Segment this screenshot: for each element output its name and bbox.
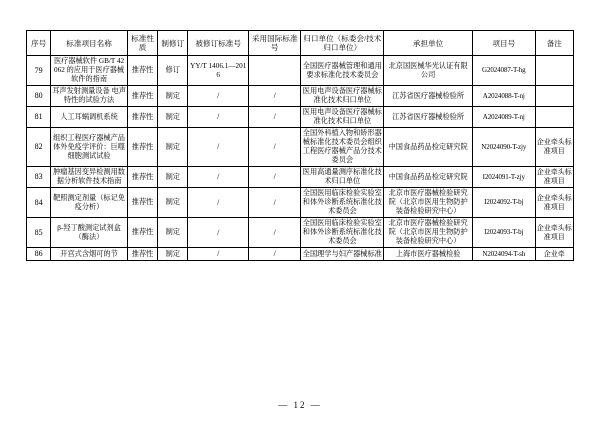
- cell-revise: 制定: [158, 188, 188, 218]
- cell-responsible-unit: 全国外科植入物和矫形器械标准化技术委员会组织工程医疗器械产品分技术委员会: [301, 128, 384, 167]
- cell-revise: 制定: [158, 167, 188, 188]
- cell-revised-number: /: [188, 218, 249, 248]
- cell-remark: [535, 56, 573, 86]
- cell-remark: [535, 107, 573, 128]
- cell-project-number: I2024091-T-zjy: [473, 167, 536, 188]
- cell-standard-name: 开宫式含烟可的节: [51, 248, 128, 261]
- cell-international-number: /: [248, 128, 300, 167]
- cell-standard-name: 肿瘤基因变异检测用数据分析软件技术指南: [51, 167, 128, 188]
- column-header-revised-number: 被修订标准号: [188, 31, 249, 56]
- cell-responsible-unit: 全国医疗器械管理和通用要求标准化技术委员会: [301, 56, 384, 86]
- table-header-row: [27, 31, 574, 56]
- cell-revised-number: /: [188, 248, 249, 261]
- cell-responsible-unit: 全国理学与妇产器械标准: [301, 248, 384, 261]
- cell-remark: 企业牵头标准项目: [535, 167, 573, 188]
- cell-revise: 制定: [158, 128, 188, 167]
- column-header-international-number: 采用国际标准号: [248, 31, 300, 56]
- cell-seq: 85: [27, 218, 51, 248]
- cell-undertaking-unit: 北京国医械华光认证有限公司: [384, 56, 473, 86]
- cell-revised-number: /: [188, 107, 249, 128]
- cell-international-number: /: [248, 188, 300, 218]
- cell-undertaking-unit: 上海市医疗器械检验: [384, 248, 473, 261]
- cell-remark: [535, 86, 573, 107]
- column-header-revise: 制修订: [158, 31, 188, 56]
- cell-project-number: A2024088-T-nj: [473, 86, 536, 107]
- cell-international-number: /: [248, 107, 300, 128]
- cell-international-number: /: [248, 218, 300, 248]
- cell-revise: 修订: [158, 56, 188, 86]
- cell-project-number: A2024089-T-nj: [473, 107, 536, 128]
- cell-undertaking-unit: 江苏省医疗器械检验所: [384, 107, 473, 128]
- cell-international-number: /: [248, 86, 300, 107]
- cell-project-number: I2024093-T-bj: [473, 218, 536, 248]
- table-row: [27, 107, 574, 128]
- table-row: [27, 218, 574, 248]
- cell-undertaking-unit: 中国食品药品检定研究院: [384, 128, 473, 167]
- column-header-standard-name: 标准项目名称: [51, 31, 128, 56]
- cell-remark: 企业牵: [535, 248, 573, 261]
- cell-standard-name: 耳声发射测量设备 电声特性的试验方法: [51, 86, 128, 107]
- cell-standard-name: β-羟丁酸测定试剂盒（酶法）: [51, 218, 128, 248]
- cell-remark: 企业牵头标准项目: [535, 188, 573, 218]
- cell-international-number: [248, 56, 300, 86]
- cell-revise: 制定: [158, 218, 188, 248]
- cell-project-number: N2024094-T-sh: [473, 248, 536, 261]
- table-body: [27, 56, 574, 261]
- cell-revise: 制定: [158, 107, 188, 128]
- cell-revised-number: YY/T 1406.1—2016: [188, 56, 249, 86]
- cell-responsible-unit: 全国医用临床检验实验室和体外诊断系统标准化技术委员会: [301, 188, 384, 218]
- cell-undertaking-unit: 北京市医疗器械检验研究院（北京市医用生物防护装备检验研究中心）: [384, 188, 473, 218]
- cell-project-number: G2024087-T-hg: [473, 56, 536, 86]
- cell-standard-name: 人工耳蜗调机系统: [51, 107, 128, 128]
- cell-responsible-unit: 医用电声设备医疗器械标准化技术归口单位: [301, 86, 384, 107]
- cell-standard-name: 医疗器械软件 GB/T 42062 的应用于医疗器械软件的指南: [51, 56, 128, 86]
- cell-nature: 推荐性: [127, 188, 157, 218]
- cell-nature: 推荐性: [127, 218, 157, 248]
- table-row: [27, 86, 574, 107]
- page-footer: — 12 —: [278, 400, 322, 410]
- table-row: [27, 167, 574, 188]
- cell-project-number: I2024092-T-bj: [473, 188, 536, 218]
- cell-undertaking-unit: 北京市医疗器械检验研究院（北京市医用生物防护装备检验研究中心）: [384, 218, 473, 248]
- table-row: [27, 248, 574, 261]
- cell-nature: 推荐性: [127, 56, 157, 86]
- cell-standard-name: 靶照测定剂量（标记免疫分析）: [51, 188, 128, 218]
- cell-responsible-unit: 医用高通量测序标准化技术归口单位: [301, 167, 384, 188]
- cell-revised-number: /: [188, 86, 249, 107]
- cell-revise: 制定: [158, 86, 188, 107]
- cell-undertaking-unit: 江苏省医疗器械检验所: [384, 86, 473, 107]
- cell-international-number: /: [248, 167, 300, 188]
- table-row: [27, 128, 574, 167]
- cell-nature: 推荐性: [127, 167, 157, 188]
- cell-responsible-unit: 医用电声设备医疗器械标准化技术归口单位: [301, 107, 384, 128]
- cell-seq: 82: [27, 128, 51, 167]
- cell-seq: 80: [27, 86, 51, 107]
- cell-nature: 推荐性: [127, 107, 157, 128]
- column-header-responsible-unit: 归口单位（标委会/技术归口单位）: [301, 31, 384, 56]
- cell-seq: 79: [27, 56, 51, 86]
- column-header-nature: 标准性质: [127, 31, 157, 56]
- column-header-project-number: 项目号: [473, 31, 536, 56]
- cell-undertaking-unit: 中国食品药品检定研究院: [384, 167, 473, 188]
- cell-nature: 推荐性: [127, 248, 157, 261]
- cell-project-number: N2024090-T-zjy: [473, 128, 536, 167]
- table-row: [27, 188, 574, 218]
- column-header-remark: 备注: [535, 31, 573, 56]
- cell-revised-number: /: [188, 167, 249, 188]
- cell-seq: 81: [27, 107, 51, 128]
- standards-table: [26, 30, 574, 261]
- column-header-seq: 序号: [27, 31, 51, 56]
- column-header-undertaking-unit: 承担单位: [384, 31, 473, 56]
- cell-seq: 84: [27, 188, 51, 218]
- cell-standard-name: 组织工程医疗器械产品 体外免疫学评价：巨噬细胞测试试验: [51, 128, 128, 167]
- cell-international-number: /: [248, 248, 300, 261]
- table-header: [27, 31, 574, 56]
- cell-remark: 企业牵头标准项目: [535, 128, 573, 167]
- cell-seq: 83: [27, 167, 51, 188]
- cell-nature: 推荐性: [127, 128, 157, 167]
- cell-revised-number: /: [188, 188, 249, 218]
- cell-responsible-unit: 全国医用临床检验实验室和体外诊断系统标准化技术委员会: [301, 218, 384, 248]
- cell-seq: 86: [27, 248, 51, 261]
- table-row: [27, 56, 574, 86]
- cell-nature: 推荐性: [127, 86, 157, 107]
- cell-revised-number: /: [188, 128, 249, 167]
- cell-revise: 制定: [158, 248, 188, 261]
- cell-remark: 企业牵头标准项目: [535, 218, 573, 248]
